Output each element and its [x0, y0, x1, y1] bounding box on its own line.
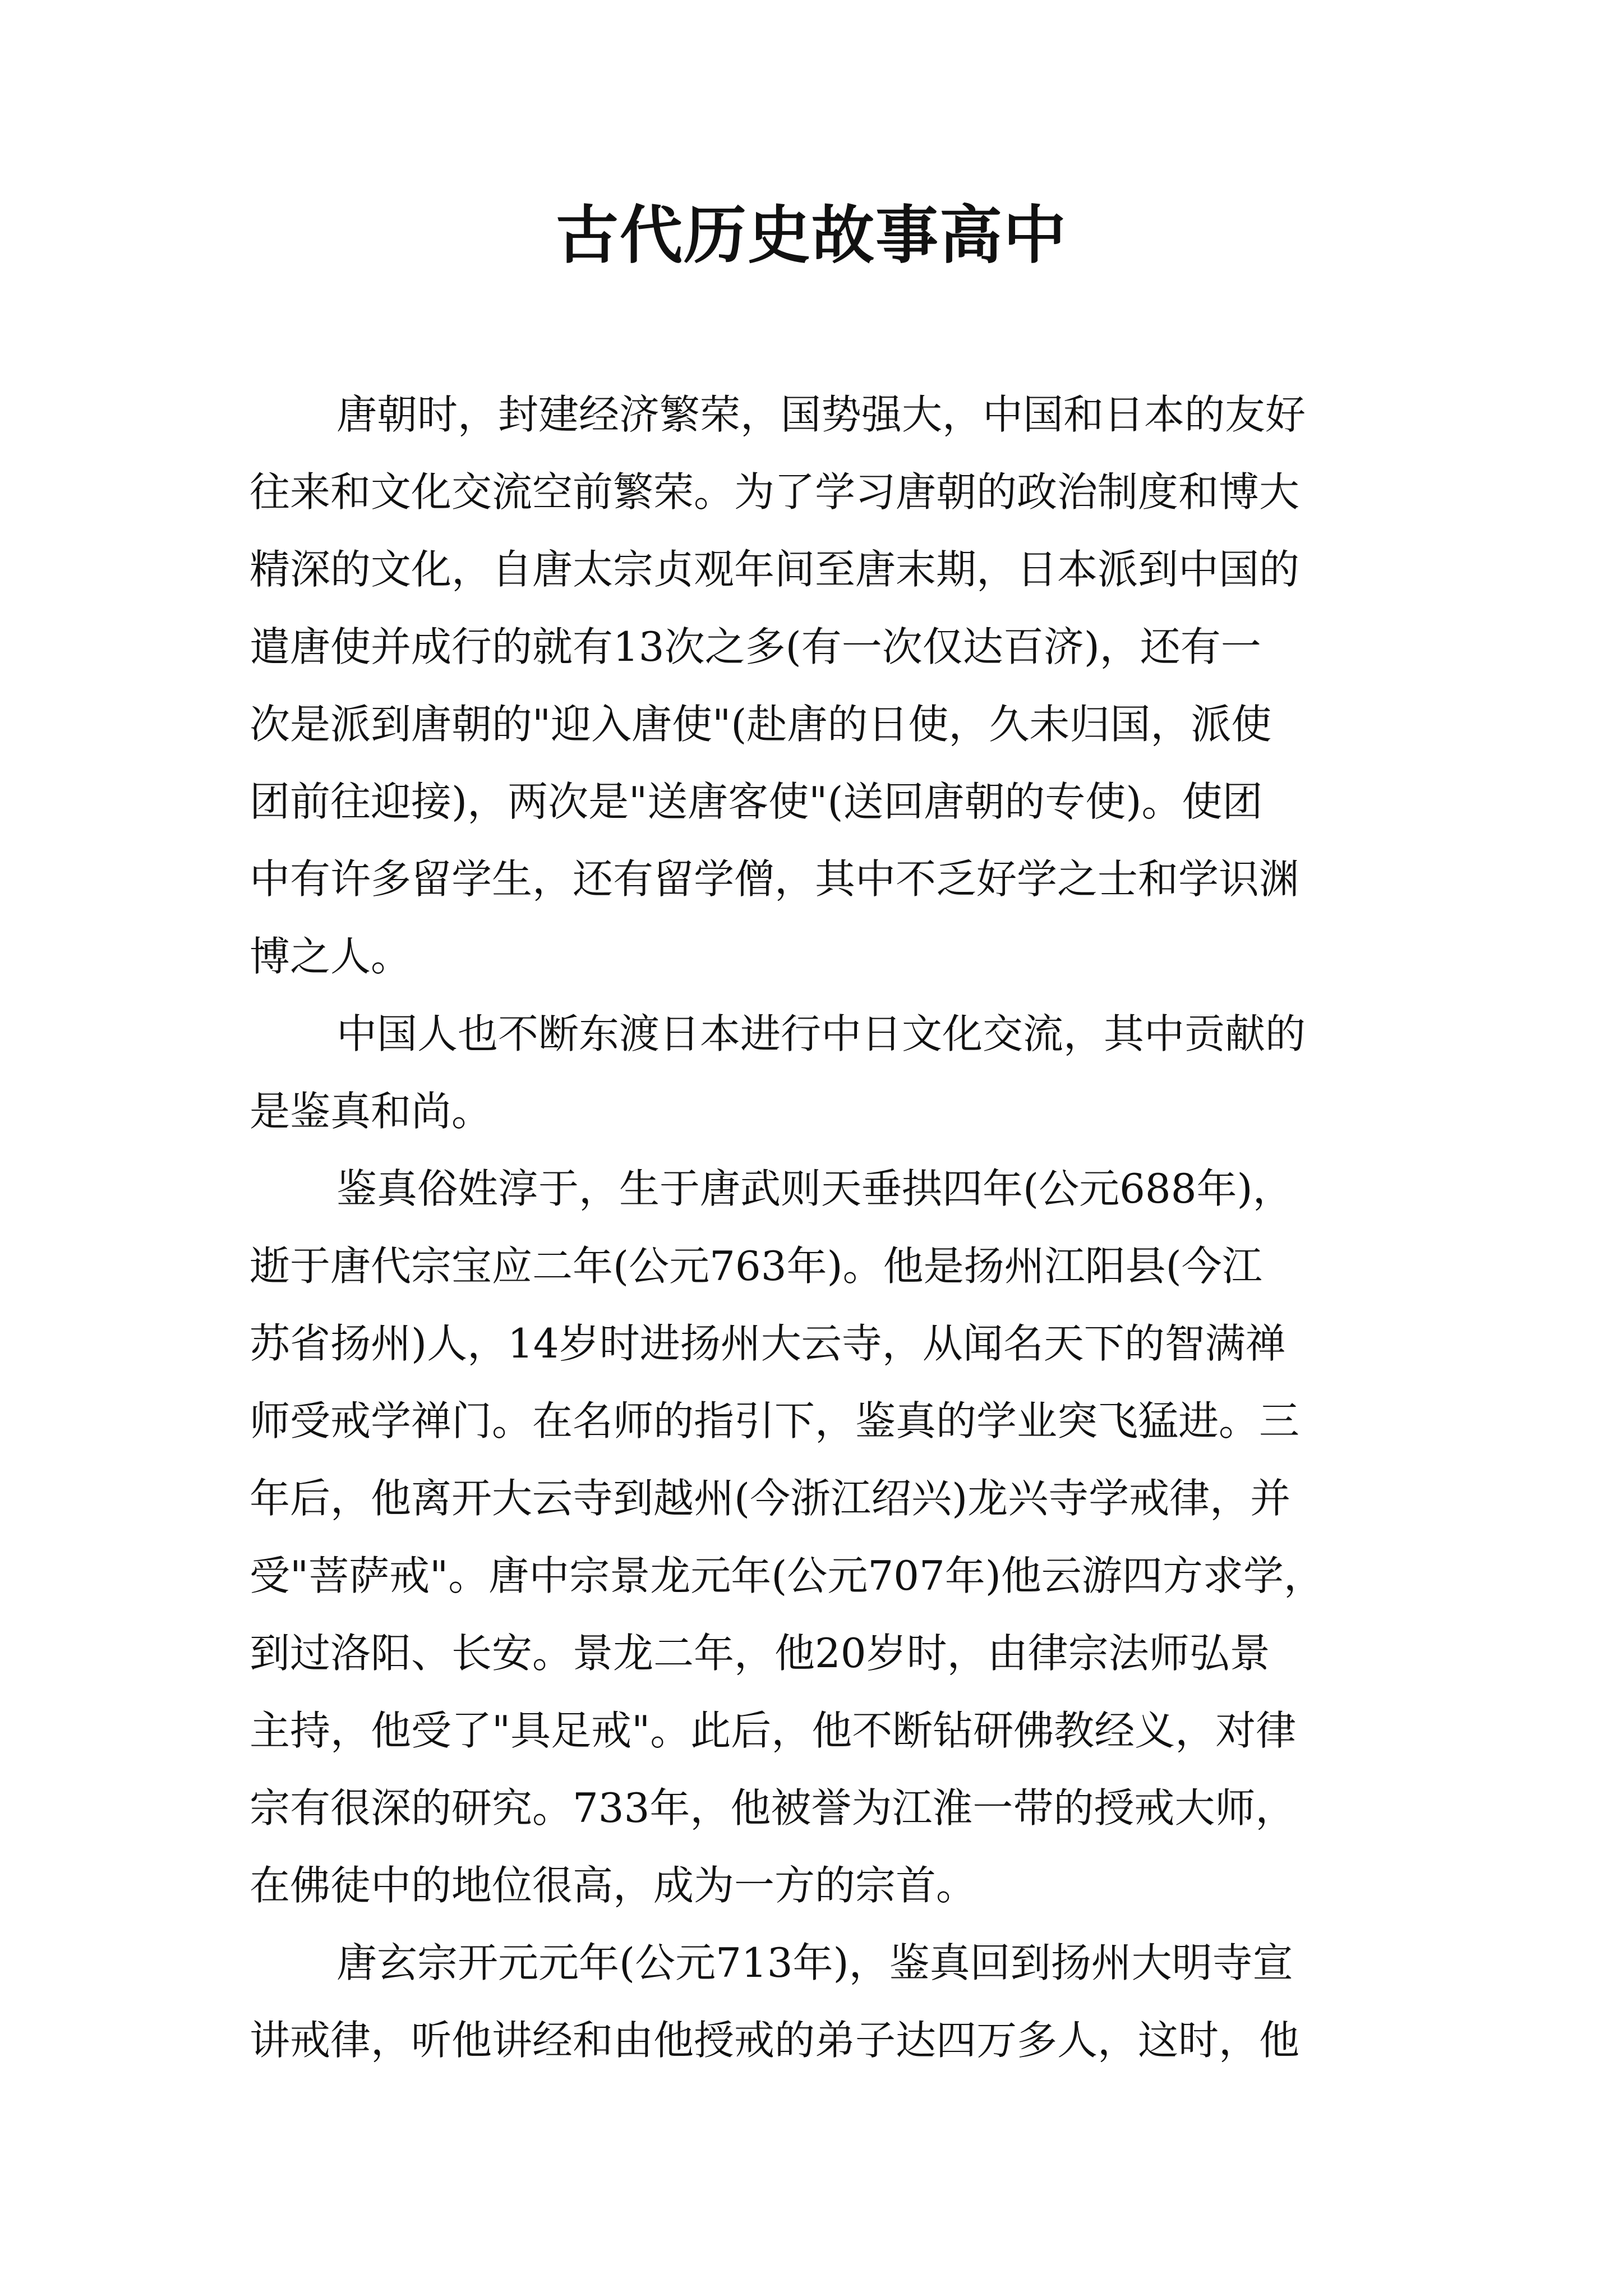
- text-line: 讲戒律，听他讲经和由他授戒的弟子达四万多人，这时，他: [250, 2017, 1300, 2064]
- text-line: 唐玄宗开元元年(公元713年)，鉴真回到扬州大明寺宣: [336, 1939, 1293, 1986]
- text-line: 精深的文化，自唐太宗贞观年间至唐末期，日本派到中国的: [250, 546, 1300, 593]
- text-line: 到过洛阳、长安。景龙二年，他20岁时，由律宗法师弘景: [250, 1630, 1270, 1677]
- text-line: 中有许多留学生，还有留学僧，其中不乏好学之士和学识渊: [250, 855, 1300, 903]
- text-line: 次是派到唐朝的"迎入唐使"(赴唐的日使，久未归国，派使: [250, 701, 1272, 748]
- text-line: 在佛徒中的地位很高，成为一方的宗首。: [250, 1862, 977, 1909]
- document-title: 古代历史故事高中: [556, 199, 1067, 272]
- text-line: 主持，他受了"具足戒"。此后，他不断钻研佛教经义，对律: [250, 1707, 1297, 1754]
- text-line: 苏省扬州)人，14岁时进扬州大云寺，从闻名天下的智满禅: [250, 1320, 1286, 1367]
- text-line: 团前往迎接)，两次是"送唐客使"(送回唐朝的专使)。使团: [250, 778, 1263, 825]
- text-line: 中国人也不断东渡日本进行中日文化交流，其中贡献的: [336, 1010, 1306, 1057]
- text-line: 遣唐使并成行的就有13次之多(有一次仅达百济)，还有一: [250, 623, 1261, 670]
- text-line: 受"菩萨戒"。唐中宗景龙元年(公元707年)他云游四方求学，: [250, 1552, 1324, 1599]
- paragraph-3: [250, 1150, 1391, 1924]
- text-line: 年后，他离开大云寺到越州(今浙江绍兴)龙兴寺学戒律，并: [250, 1475, 1291, 1522]
- paragraph-1: [250, 376, 1391, 995]
- paragraph-2: [250, 995, 1391, 1150]
- text-line: 逝于唐代宗宝应二年(公元763年)。他是扬州江阳县(今江: [250, 1243, 1262, 1290]
- text-line: 往来和文化交流空前繁荣。为了学习唐朝的政治制度和博大: [250, 468, 1300, 516]
- text-line: 唐朝时，封建经济繁荣，国势强大，中国和日本的友好: [336, 391, 1306, 438]
- paragraph-4: [250, 1924, 1391, 2079]
- text-line: 宗有很深的研究。733年，他被誉为江淮一带的授戒大师，: [250, 1784, 1296, 1832]
- text-line: 博之人。: [250, 933, 412, 980]
- document-body: [250, 376, 1391, 2079]
- text-line: 师受戒学禅门。在名师的指引下，鉴真的学业突飞猛进。三: [250, 1397, 1300, 1444]
- text-line: 鉴真俗姓淳于，生于唐武则天垂拱四年(公元688年)，: [336, 1165, 1293, 1212]
- text-line: 是鉴真和尚。: [250, 1088, 492, 1135]
